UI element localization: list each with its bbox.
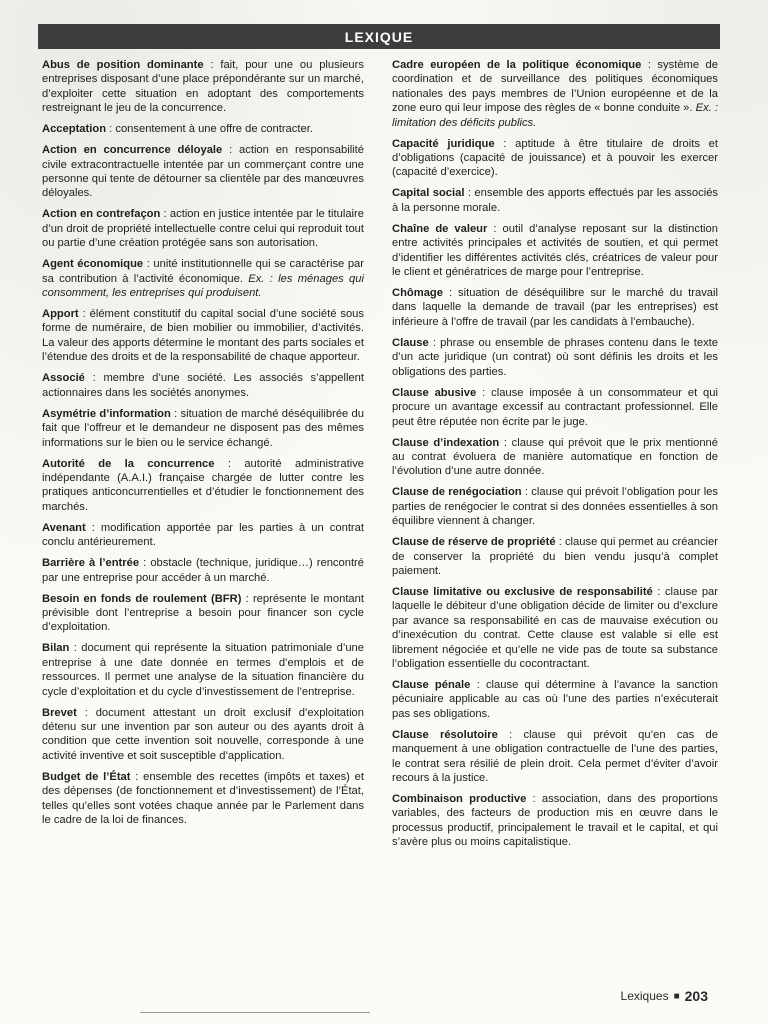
glossary-term: Action en concurrence déloyale bbox=[42, 144, 223, 157]
page-title: LEXIQUE bbox=[344, 28, 414, 45]
glossary-definition: : fait, pour une ou plusieurs entreprises disposant d’une place prépondérante sur un marché, d’exploiter cette situation en adoptant des comportements restreignant le jeu de la concurrence. bbox=[42, 59, 364, 115]
glossary-definition: : ensemble des recettes (impôts et taxes) et des dépenses (de fonctionnement et d’investissement) de l’État, telles qu’elles sont votées chaque année par le Parlement dans le cadre de la loi de finances. bbox=[42, 770, 364, 826]
glossary-definition: : autorité administrative indépendante (A.A.I.) française chargée de lutter contre les pratiques anticoncurrentielles et d’étudier le fonctionnement des marchés. bbox=[42, 457, 365, 513]
glossary-example: Ex. : les ménages qui consomment, les entreprises qui produisent. bbox=[42, 272, 364, 300]
glossary-entry bbox=[42, 770, 364, 828]
glossary-term: Autorité de la concurrence bbox=[42, 457, 215, 470]
glossary-entry bbox=[392, 728, 718, 786]
glossary-definition: : association, dans des proportions variables, des facteurs de production mis en œuvre dans le processus productif, principalement le travail et le capital, et qui s’avère plus ou moins capitalistique. bbox=[392, 793, 718, 849]
glossary-definition: : outil d’analyse reposant sur la distinction entre activités principales et activités de soutien, et qui permet d’identifier les différentes activités clés, créatrices de valeur pour le client et génératrices de marge pour l’entreprise. bbox=[392, 222, 718, 279]
page-footer bbox=[621, 988, 708, 1004]
bottom-divider bbox=[140, 1012, 370, 1013]
glossary-term: Action en contrefaçon bbox=[42, 208, 161, 221]
glossary-definition: : ensemble des apports effectués par les associés à la personne morale. bbox=[392, 187, 719, 214]
glossary-definition: : obstacle (technique, juridique…) rencontré par une entreprise pour accéder à un marché. bbox=[42, 557, 365, 584]
glossary-term: Acceptation bbox=[42, 123, 107, 136]
lexique-title-bar bbox=[38, 24, 720, 49]
glossary-term: Agent économique bbox=[42, 258, 144, 271]
glossary-term: Chômage bbox=[392, 287, 443, 300]
glossary-definition: : situation de déséquilibre sur le marché du travail dans laquelle la demande de travail (par les entreprises) est inférieure à l’offre de travail (par les candidats à l’embauche). bbox=[392, 287, 718, 328]
glossary-entry bbox=[42, 122, 364, 136]
page-number: 203 bbox=[684, 988, 708, 1004]
glossary-term: Clause limitative ou exclusive de responsabilité bbox=[392, 585, 653, 598]
glossary-entry bbox=[392, 286, 718, 329]
glossary-entry bbox=[392, 186, 718, 215]
glossary-term: Budget de l’État bbox=[42, 770, 131, 783]
glossary-term: Capacité juridique bbox=[392, 137, 495, 150]
glossary-term: Brevet bbox=[42, 706, 77, 719]
glossary-entry bbox=[392, 485, 718, 528]
glossary-term: Chaîne de valeur bbox=[392, 222, 488, 235]
glossary-definition: : consentement à une offre de contracter. bbox=[106, 123, 313, 136]
glossary-entry bbox=[42, 556, 364, 585]
glossary-term: Clause pénale bbox=[392, 678, 471, 691]
glossary-definition: : système de coordination et de surveillance des politiques économiques nationales des pays membres de l’Union européenne et de la zone euro qui leur impose des règles de « bonne conduite ». bbox=[392, 59, 719, 115]
glossary-definition: : situation de marché déséquilibrée du fait que l’offreur et le demandeur ne disposent pas des mêmes informations sur le bien ou le service échangé. bbox=[42, 407, 364, 449]
glossary-term: Clause de réserve de propriété bbox=[392, 536, 556, 549]
glossary-definition: : clause imposée à un consommateur et qui procure un avantage excessif au contractant professionnel. Elle peut être réputée non écrite par le juge. bbox=[392, 386, 718, 428]
glossary-term: Combinaison productive bbox=[392, 793, 527, 805]
glossary-entry bbox=[392, 222, 718, 280]
glossary-definition: : aptitude à être titulaire de droits et d’obligations (capacité de jouissance) et à pouvoir les exercer (capacité d’exercice). bbox=[392, 137, 718, 179]
footer-bullet-icon: ■ bbox=[673, 990, 680, 1002]
glossary-entry bbox=[392, 137, 718, 180]
glossary-term: Apport bbox=[42, 308, 79, 321]
glossary-term: Clause d’indexation bbox=[392, 436, 500, 449]
glossary-term: Asymétrie d’information bbox=[42, 407, 171, 420]
glossary-entry bbox=[392, 58, 718, 130]
glossary-term: Besoin en fonds de roulement (BFR) bbox=[42, 592, 242, 605]
glossary-entry bbox=[392, 585, 718, 671]
glossary-term: Associé bbox=[42, 372, 85, 385]
glossary-entry bbox=[42, 592, 364, 635]
glossary-entry bbox=[392, 386, 718, 429]
glossary-entry bbox=[42, 457, 364, 515]
glossary-example: Ex. : limitation des déficits publics. bbox=[392, 102, 718, 129]
glossary-definition: : document attestant un droit exclusif d’exploitation détenu sur une invention par son auteur ou des ayants droit à condition que cette invention soit nouvelle, corresponde à une activité inventive et soit susceptible d’application. bbox=[42, 706, 364, 762]
glossary-definition: : clause qui prévoit qu’en cas de manquement à une obligation contractuelle de l’une des parties, le contrat sera résilié de plein droit. Cela permet d’éviter d’avoir recours à la justice. bbox=[392, 728, 718, 784]
glossary-entry bbox=[392, 535, 718, 578]
glossary-entry bbox=[392, 336, 718, 379]
right-column bbox=[392, 58, 718, 856]
glossary-entry bbox=[392, 792, 718, 850]
glossary-term: Clause bbox=[392, 336, 429, 349]
glossary-entry bbox=[42, 371, 364, 400]
glossary-definition: : phrase ou ensemble de phrases contenu dans le texte d’un acte juridique (un contrat) où sont définis les droits et les obligations des parties. bbox=[392, 336, 718, 378]
glossary-entry bbox=[42, 407, 364, 450]
glossary-definition: : représente le montant prévisible dont l’entreprise a besoin pour financer son cycle d’exploitation. bbox=[42, 592, 364, 634]
glossary-definition: : clause qui permet au créancier de conserver la propriété du bien vendu jusqu’à complet paiement. bbox=[392, 536, 718, 577]
glossary-definition: : document qui représente la situation patrimoniale d’une entreprise à une date donnée en termes d’emplois et de ressources. Il permet une analyse de la situation financière du cycle d’exploitation et du cycle d’investissement de l’entreprise. bbox=[42, 642, 364, 698]
glossary-definition: : clause qui prévoit que le prix mentionné au contrat évoluera de manière automatique en fonction de l’évolution d’une autre donnée. bbox=[392, 436, 718, 478]
glossary-definition: : modification apportée par les parties à un contrat conclu antérieurement. bbox=[42, 521, 364, 549]
glossary-entry bbox=[42, 207, 364, 250]
glossary-term: Clause résolutoire bbox=[392, 728, 498, 741]
glossary-entry bbox=[42, 521, 364, 550]
glossary-entry bbox=[42, 143, 364, 201]
glossary-definition: : clause par laquelle le débiteur d’une obligation décide de limiter ou d’exclure par avance sa responsabilité en cas de mauvaise exécution ou d’inexécution du contrat. Cette clause est valable si elle est librement négociée et qu’elle ne vide pas de toute sa substance l’obligation essentielle du cocontractant. bbox=[392, 585, 718, 670]
glossary-term: Barrière à l’entrée bbox=[42, 557, 140, 570]
glossary-term: Avenant bbox=[42, 521, 86, 534]
glossary-entry bbox=[42, 706, 364, 764]
glossary-term: Cadre européen de la politique économique bbox=[392, 59, 642, 71]
glossary-entry bbox=[42, 257, 364, 300]
glossary-definition: : membre d’une société. Les associés s’appellent actionnaires dans les sociétés anonymes. bbox=[42, 372, 364, 399]
glossary-definition: : unité institutionnelle qui se caractérise par sa contribution à l’activité économique. bbox=[42, 258, 364, 285]
glossary-term: Clause de renégociation bbox=[392, 486, 522, 499]
left-column bbox=[42, 58, 364, 834]
glossary-term: Abus de position dominante bbox=[42, 59, 204, 71]
glossary-term: Clause abusive bbox=[392, 386, 477, 399]
footer-label: Lexiques bbox=[620, 989, 669, 1003]
glossary-definition: : action en responsabilité civile extracontractuelle intentée par un commerçant contre une personne qui tente de détourner sa clientèle par des manœuvres déloyales. bbox=[42, 144, 365, 200]
glossary-entry bbox=[42, 641, 364, 699]
glossary-term: Capital social bbox=[392, 187, 465, 200]
glossary-definition: : élément constitutif du capital social d’une société sous forme de numéraire, de bien mobilier ou immobilier, d’activités. La valeur des apports détermine le montant des parts sociales et l’étendue des droits et de la responsabilité de chaque apporteur. bbox=[42, 308, 364, 364]
glossary-entry bbox=[392, 436, 718, 479]
glossary-term: Bilan bbox=[42, 642, 70, 655]
glossary-definition: : clause qui prévoit l’obligation pour les parties de renégocier le contrat si des données essentielles à son équilibre viennent à changer. bbox=[392, 486, 718, 528]
glossary-definition: : action en justice intentée par le titulaire d’un droit de propriété intellectuelle contre celui qui reproduit tout ou partie d’une création protégée sans son autorisation. bbox=[42, 208, 364, 250]
glossary-definition: : clause qui détermine à l’avance la sanction pécuniaire applicable au cas où l’une des parties n’exécuterait pas ses obligations. bbox=[392, 678, 718, 720]
glossary-entry bbox=[42, 307, 364, 365]
glossary-entry bbox=[42, 58, 364, 116]
glossary-entry bbox=[392, 678, 718, 721]
